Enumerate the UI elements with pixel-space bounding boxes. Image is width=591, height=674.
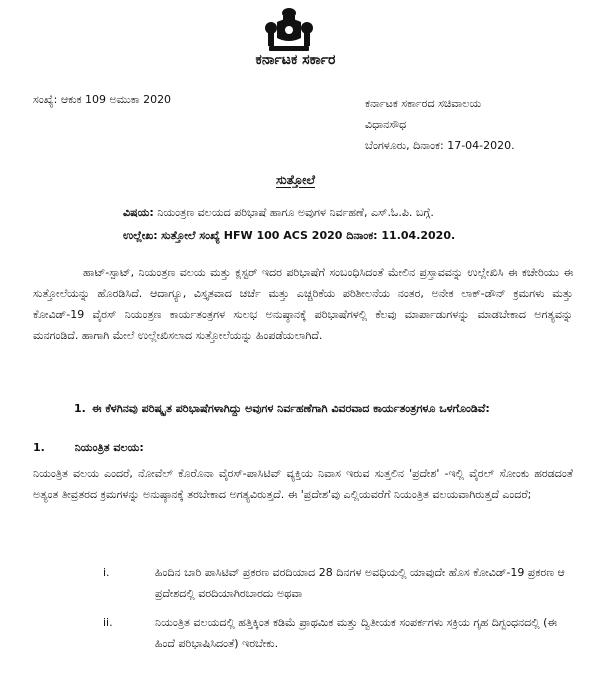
subject-text: ನಿಯಂತ್ರಣ ವಲಯದ ಪರಿಭಾಷೆ ಹಾಗೂ ಅವುಗಳ ನಿರ್ವಹಣೆ, ಎಸ್.ಓ.ಪಿ. ಬಗ್ಗೆ. <box>157 206 434 219</box>
list-item-text: ನಿಯಂತ್ರಿತ ವಲಯದಲ್ಲಿ ಹತ್ತಿಕ್ಕಿಂತ ಕಡಿಮೆ ಪ್ರಾಥಮಿಕ ಮತ್ತು ದ್ವಿತೀಯಕ ಸಂಪರ್ಕಗಳು ಸಕ್ರಿಯ ಗೃಹ ದಿಗ್ಬಂಧನದಲ್ಲಿ (ಈ ಹಿಂದೆ ಪರಿಭಾಷಿಸಿದಂತೆ) ಇರಬೇಕು. <box>155 616 557 650</box>
circular-heading <box>0 172 591 188</box>
containment-zone-definition: ನಿಯಂತ್ರಿತ ವಲಯ ಎಂದರೆ, ನೋವೆಲ್ ಕೊರೊನಾ ವೈರಸ್-ಪಾಸಿಟಿವ್ ವ್ಯಕ್ತಿಯ ನಿವಾಸ ಇರುವ ಸುತ್ತಲಿನ 'ಪ್ರದೇಶ' -ಇಲ್ಲಿ ವೈರಲ್ ಸೋಂಕು ಹರಡದಂತೆ ಅತ್ಯಂತ ತೀವ್ರತರದ ಕ್ರಮಗಳನ್ನು ಅನುಷ್ಠಾನಕ್ಕೆ ತರಬೇಕಾದ ಅಗತ್ಯವಿರುತ್ತದೆ. ಈ 'ಪ್ರದೇಶ'ವು ಎಲ್ಲಿಯವರೆಗೆ ನಿಯಂತ್ರಿತ ವಲಯವಾಗಿರುತ್ತದೆ ಎಂದರೆ; <box>33 467 573 501</box>
office-line-vidhana-soudha: ವಿಧಾನಸೌಧ <box>365 118 407 131</box>
list-item-text: ಹಿಂದಿನ ಬಾರಿ ಪಾಸಿಟಿವ್ ಪ್ರಕರಣ ವರದಿಯಾದ 28 ದಿನಗಳ ಅವಧಿಯಲ್ಲಿ ಯಾವುದೇ ಹೊಸ ಕೋವಿಡ್-19 ಪ್ರಕರಣ ಆ ಪ್ರದೇಶದಲ್ಲಿ ವರದಿಯಾಗಿರಬಾರದು ಅಥವಾ <box>155 566 565 600</box>
point-1-text: ಈ ಕೆಳಗಿನವು ಪರಿಷ್ಕೃತ ಪರಿಭಾಷೆಗಳಾಗಿದ್ದು ಅವುಗಳ ನಿರ್ವಹಣೆಗಾಗಿ ವಿವರವಾದ ಕಾರ್ಯತಂತ್ರಗಳೂ ಒಳಗೊಂಡಿವೆ: <box>92 402 490 415</box>
reference-line <box>123 229 455 243</box>
karnataka-emblem-icon <box>263 6 315 54</box>
reference-label: ಉಲ್ಲೇಖ: <box>123 229 158 242</box>
government-title: ಕರ್ನಾಟಕ ಸರ್ಕಾರ <box>255 52 336 68</box>
subject-label: ವಿಷಯ: <box>123 206 154 219</box>
reference-number: ಸಂಖ್ಯೆ: ಆಕುಕ 109 ಅಮುಕಾ 2020 <box>33 93 172 106</box>
list-item-numeral: i. <box>103 566 110 579</box>
subject-line <box>123 206 434 220</box>
office-address <box>365 93 515 156</box>
list-item-numeral: ii. <box>103 616 113 629</box>
office-line-secretariat: ಕರ್ನಾಟಕ ಸರ್ಕಾರದ ಸಚಿವಾಲಯ <box>365 97 482 110</box>
section-1-number: 1. <box>33 441 45 454</box>
intro-paragraph: ಹಾಟ್-ಸ್ಪಾಟ್, ನಿಯಂತ್ರಣ ವಲಯ ಮತ್ತು ಕ್ಲಸ್ಟರ್ ಇದರ ಪರಿಭಾಷೆಗೆ ಸಂಬಂಧಿಸಿದಂತೆ ಮೇಲಿನ ಪ್ರಸ್ತಾವವನ್ನು ಉಲ್ಲೇಖಿಸಿ ಈ ಕಚೇರಿಯು ಈ ಸುತ್ತೋಲೆಯನ್ನು ಹೊರಡಿಸಿದೆ. ಆದಾಗ್ಯೂ, ವಿಸ್ತೃತವಾದ ಚರ್ಚೆ ಮತ್ತು ಎಚ್ಚರಿಕೆಯ ಪರಿಶೀಲನೆಯ ನಂತರ, ಅನೇಕ ಲಾಕ್-ಡೌನ್ ಕ್ರಮಗಳು ಮತ್ತು ಕೋವಿಡ್-19 ವೈರಸ್ ನಿಯಂತ್ರಣ ಕಾರ್ಯತಂತ್ರಗಳ ಸುಲಭ ಅನುಷ್ಠಾನಕ್ಕೆ ಪರಿಭಾಷೆಗಳಲ್ಲಿ ಕೆಲವು ಮಾರ್ಪಾಡುಗಳನ್ನು ಮಾಡಬೇಕಾದ ಅಗತ್ಯವನ್ನು ಮನಗಂಡಿದೆ. ಹಾಗಾಗಿ ಮೇಲೆ ಉಲ್ಲೇಖಿಸಲಾದ ಸುತ್ತೋಲೆಯನ್ನು ಹಿಂಪಡೆಯಲಾಗಿದೆ. <box>33 266 573 342</box>
point-1-number: 1. <box>74 402 86 415</box>
circular-title: ಸುತ್ತೋಲೆ <box>276 172 315 187</box>
section-1-title: ನಿಯಂತ್ರಿತ ವಲಯ: <box>74 441 144 454</box>
place-date: ಬೆಂಗಳೂರು, ದಿನಾಂಕ: 17-04-2020. <box>365 139 515 152</box>
section-1-heading <box>33 441 144 455</box>
reference-text: ಸುತ್ತೋಲೆ ಸಂಖ್ಯೆ HFW 100 ACS 2020 ದಿನಾಂಕ: 11.04.2020. <box>161 229 456 242</box>
